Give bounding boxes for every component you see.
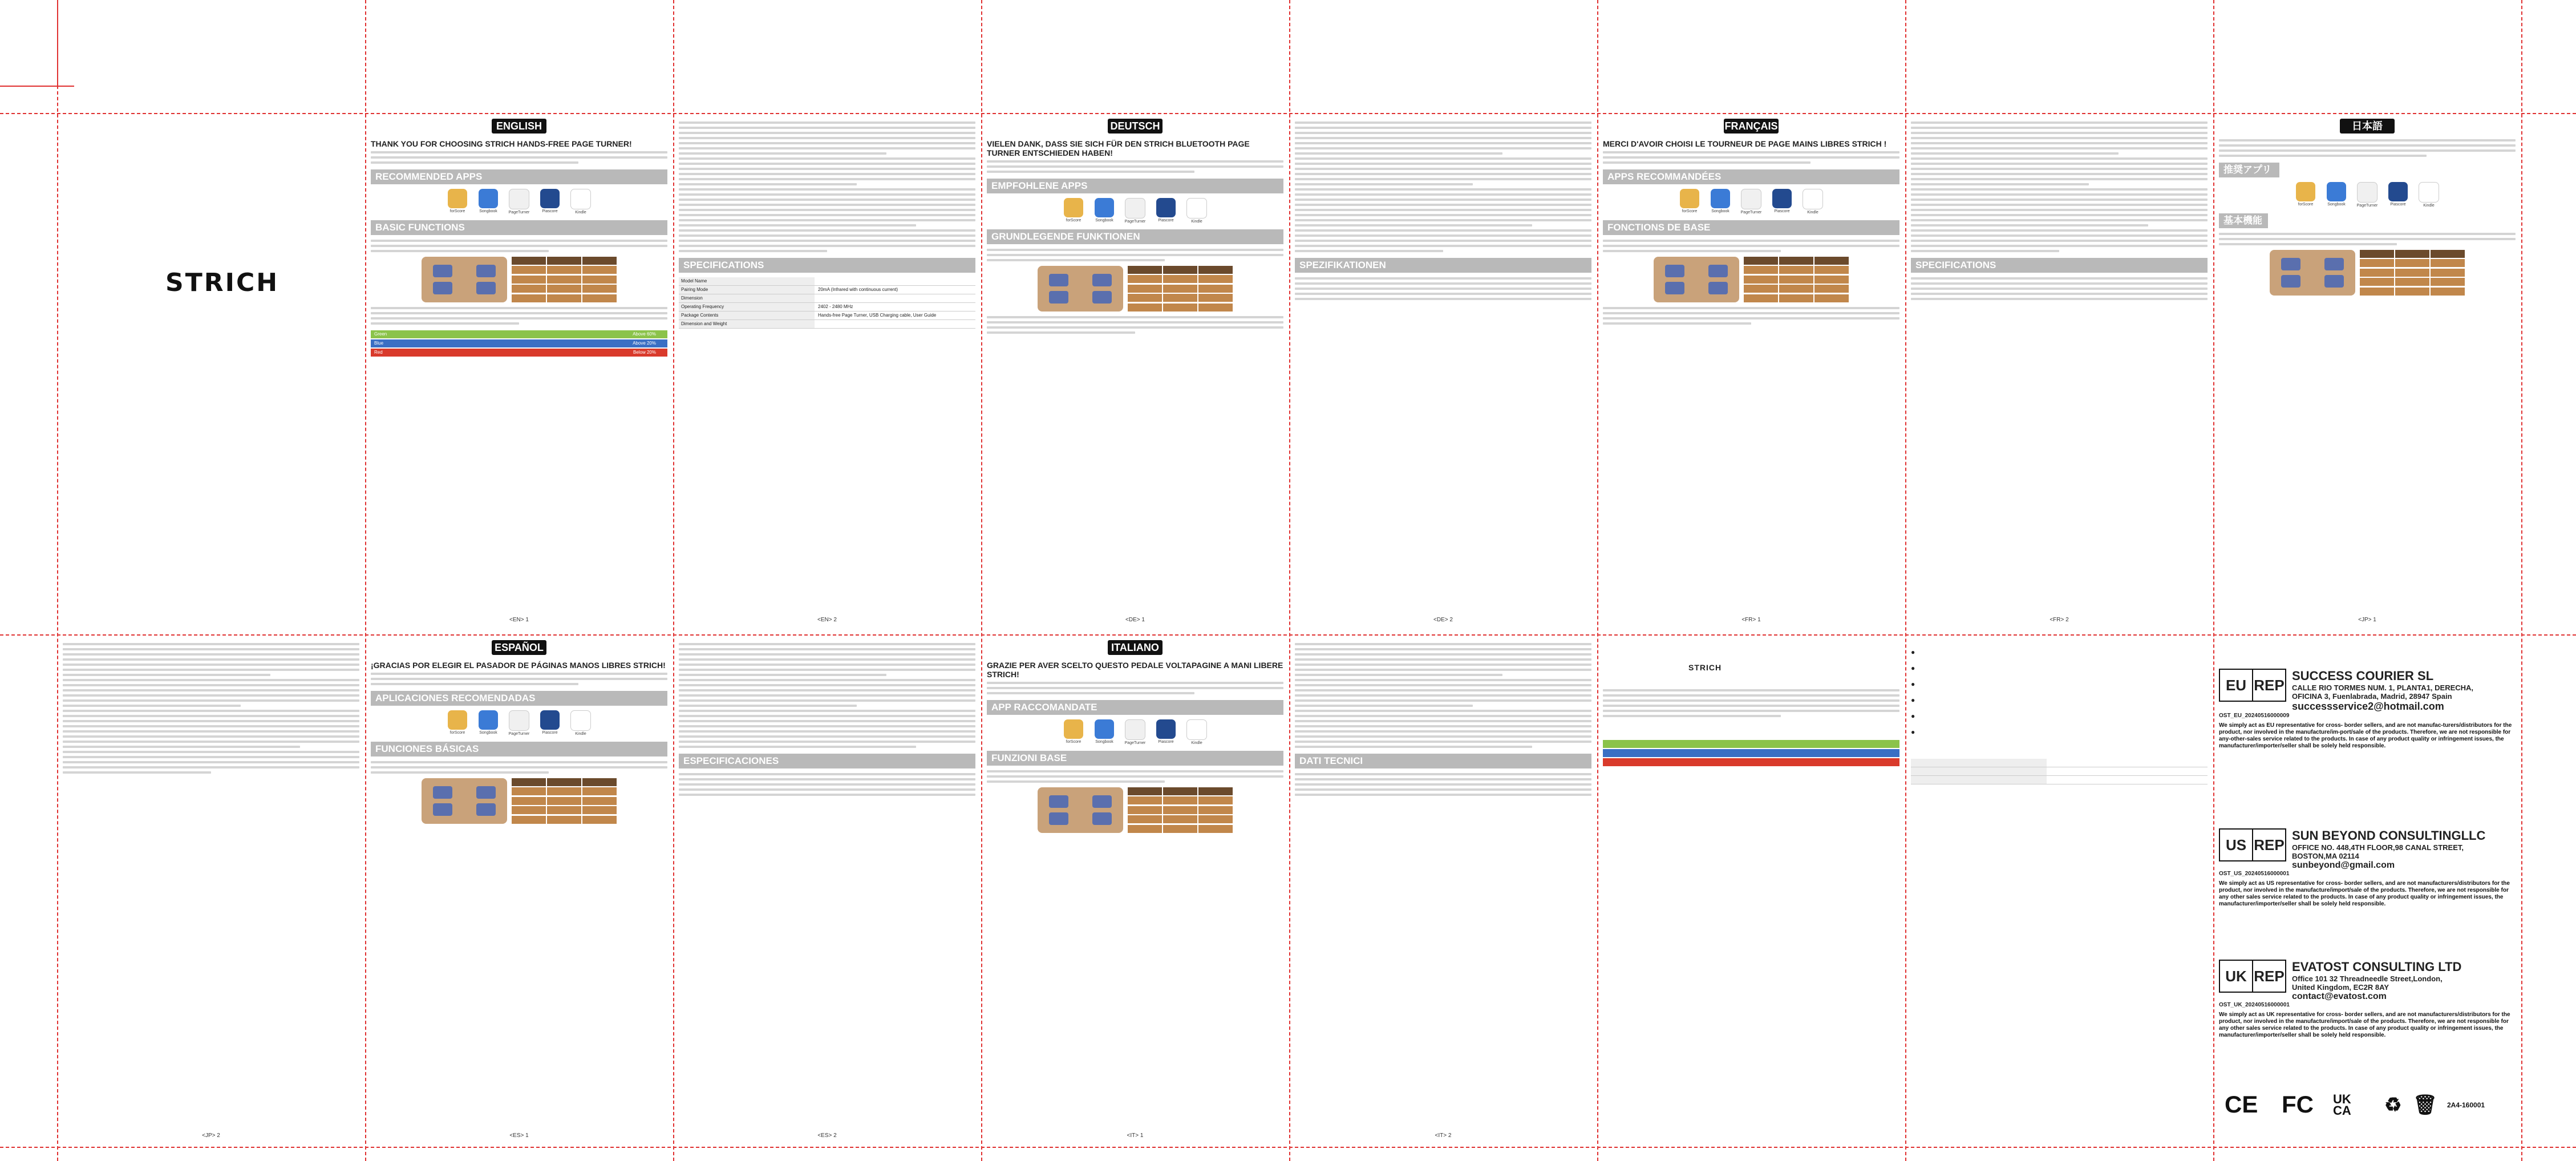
- pedal-diagram: [371, 778, 667, 824]
- page-number: <ES> 1: [509, 1132, 529, 1139]
- page-number: <DE> 1: [1125, 617, 1145, 623]
- japanese-panel: [2219, 119, 2516, 626]
- pageturner-app-icon: PageTurner: [1124, 198, 1147, 224]
- mode-table: [1128, 266, 1233, 312]
- spec-row: Pairing Mode 20mA (Infrared with continuous current): [679, 286, 975, 294]
- weee-bin-icon: 🗑: [2413, 1094, 2438, 1116]
- deutsch-panel: [987, 119, 1283, 626]
- forscore-app-icon: forScore: [1678, 189, 1701, 215]
- kindle-app-icon: Kindle: [569, 710, 592, 736]
- spec-row: Operating Frequency 2402 - 2480 MHz: [679, 303, 975, 312]
- battery-row: Green Above 60%: [371, 330, 667, 338]
- pedal-diagram: [987, 787, 1283, 833]
- language-tab: FRANÇAIS: [1724, 119, 1779, 134]
- app-icons: [2219, 182, 2516, 208]
- eu-rep-block: EU REP SUCCESS COURIER SL CALLE RIO TORMES NUM. 1, PLANTA1, DERECHA, OFICINA 3, Fuenlabrada, Madrid, 28947 Spain successservice2@hotmail.com OST_EU_20240516000009 We simply act as EU representative for cross- border sellers, and are not manufac-turers/distributors for the product, nor involved in the manufacture/im-port/sale of the products. Therefore, we are not responsible for any-other-sales service related to the products. In case of any product quality or infringement issues, the manufacturer/importer/seller shall be solely held responsible.: [2219, 669, 2512, 749]
- pedal-diagram: [371, 257, 667, 302]
- recommended-apps-header: 推奨アプリ: [2219, 163, 2279, 177]
- piascore-app-icon: Piascore: [1155, 198, 1177, 224]
- songbook-app-icon: Songbook: [477, 189, 500, 215]
- forscore-app-icon: forScore: [1062, 198, 1085, 224]
- pedal-icon: [1654, 257, 1739, 302]
- songbook-app-icon: Songbook: [2325, 182, 2348, 208]
- pedal-icon: [1038, 266, 1123, 312]
- intro-text: [371, 151, 667, 164]
- page-number: <IT> 2: [1435, 1132, 1452, 1139]
- ic-number: 2A4-160001: [2447, 1101, 2485, 1109]
- pedal-icon: [2270, 250, 2355, 296]
- page-number: <EN> 2: [817, 617, 837, 623]
- piascore-app-icon: Piascore: [1155, 719, 1177, 745]
- basic-functions-header: GRUNDLEGENDE FUNKTIONEN: [987, 229, 1283, 244]
- mode-table: [2360, 250, 2465, 296]
- spec-row: Dimension: [679, 294, 975, 303]
- page-number: <EN> 1: [509, 617, 529, 623]
- espanol-panel-2: [679, 640, 975, 1142]
- songbook-app-icon: Songbook: [1093, 719, 1116, 745]
- mode-table: [512, 257, 617, 302]
- mode-table: [512, 778, 617, 824]
- kindle-app-icon: Kindle: [2417, 182, 2440, 208]
- pageturner-app-icon: PageTurner: [1124, 719, 1147, 745]
- language-tab: DEUTSCH: [1108, 119, 1163, 134]
- kindle-app-icon: Kindle: [1801, 189, 1824, 215]
- piascore-app-icon: Piascore: [538, 710, 561, 736]
- basic-functions-header: BASIC FUNCTIONS: [371, 220, 667, 235]
- english-panel: [371, 119, 667, 626]
- pageturner-app-icon: PageTurner: [508, 710, 530, 736]
- recommended-apps-header: EMPFOHLENE APPS: [987, 179, 1283, 193]
- forscore-app-icon: forScore: [1062, 719, 1085, 745]
- specifications-header: SPECIFICATIONS: [679, 258, 975, 273]
- pedal-diagram: [2219, 250, 2516, 296]
- page-number: <JP> 2: [202, 1132, 220, 1139]
- pedal-icon: [422, 257, 507, 302]
- page-number: <FR> 2: [2050, 617, 2069, 623]
- pageturner-app-icon: PageTurner: [2356, 182, 2379, 208]
- mode-table: [1744, 257, 1849, 302]
- battery-row: [1603, 758, 1899, 766]
- songbook-app-icon: Songbook: [477, 710, 500, 736]
- recommended-apps-header: APPS RECOMMANDÉES: [1603, 169, 1899, 184]
- eu-rep-badge: EU REP: [2219, 669, 2286, 702]
- piascore-app-icon: Piascore: [1771, 189, 1793, 215]
- pedal-icon: [1038, 787, 1123, 833]
- italiano-panel-2: [1295, 640, 1591, 1142]
- basic-functions-header: FONCTIONS DE BASE: [1603, 220, 1899, 235]
- battery-table: [371, 330, 667, 357]
- recommended-apps-header: APP RACCOMANDATE: [987, 700, 1283, 715]
- spec-mini-table: [1911, 759, 2208, 784]
- language-tab: ENGLISH: [492, 119, 546, 134]
- uk-rep-badge: UK REP: [2219, 960, 2286, 993]
- piascore-app-icon: Piascore: [2387, 182, 2409, 208]
- page-number: <FR> 1: [1741, 617, 1761, 623]
- pedal-icon: [422, 778, 507, 824]
- forscore-app-icon: forScore: [2294, 182, 2317, 208]
- pedal-diagram: [987, 266, 1283, 312]
- espanol-panel: [371, 640, 667, 1142]
- brand-logo: STRICH: [165, 268, 280, 297]
- basic-functions-header: FUNZIONI BASE: [987, 751, 1283, 766]
- forscore-app-icon: forScore: [446, 189, 469, 215]
- panel-title: VIELEN DANK, DASS SIE SICH FÜR DEN STRICH BLUETOOTH PAGE TURNER ENTSCHIEDEN HABEN!: [987, 139, 1250, 157]
- pageturner-app-icon: PageTurner: [1740, 189, 1763, 215]
- pedal-diagram: [1603, 257, 1899, 302]
- specifications-table: [679, 277, 975, 329]
- ukca-mark-icon: UK CA: [2333, 1092, 2351, 1118]
- specifications-header: ESPECIFICACIONES: [679, 754, 975, 768]
- italiano-panel: [987, 640, 1283, 1142]
- ce-mark-icon: CE: [2225, 1091, 2258, 1118]
- brand-logo-small: STRICH: [1688, 663, 1722, 672]
- basic-functions-header: 基本機能: [2219, 213, 2268, 228]
- language-tab: ITALIANO: [1108, 640, 1163, 655]
- kindle-app-icon: Kindle: [1185, 198, 1208, 224]
- app-icons: [371, 189, 667, 215]
- language-tab: ESPAÑOL: [492, 640, 546, 655]
- specifications-header: SPECIFICATIONS: [1911, 258, 2208, 273]
- page-number: <DE> 2: [1433, 617, 1453, 623]
- panel-title: THANK YOU FOR CHOOSING STRICH HANDS-FREE PAGE TURNER!: [371, 139, 632, 148]
- app-icons: [987, 198, 1283, 224]
- english-panel-2: [679, 119, 975, 626]
- back-cover-panel: [1603, 640, 1899, 1142]
- spec-row: Package Contents Hands-free Page Turner, USB Charging cable, User Guide: [679, 312, 975, 320]
- japanese-panel-2: [63, 640, 359, 1142]
- forscore-app-icon: forScore: [446, 710, 469, 736]
- piascore-app-icon: Piascore: [538, 189, 561, 215]
- specifications-header: DATI TECNICI: [1295, 754, 1591, 768]
- battery-row: [1603, 749, 1899, 757]
- app-icons: [371, 710, 667, 736]
- kindle-app-icon: Kindle: [569, 189, 592, 215]
- representatives-panel: [2219, 640, 2516, 1142]
- uk-rep-block: UK REP EVATOST CONSULTING LTD Office 101 32 Threadneedle Street,London, United Kingdom, EC2R 8AY contact@evatost.com OST_UK_20240516000001 We simply act as UK representative for cross- border sellers, and are not manufacturers/distributors for the product, nor involved in the manufacture/import/sale of the products. Therefore, we are not responsible for any other sales service related to the products. In case of any product quality or infringement issues, the manufacturer/importer/seller shall be solely held responsible.: [2219, 960, 2510, 1038]
- panel-title: GRAZIE PER AVER SCELTO QUESTO PEDALE VOLTAPAGINE A MANI LIBERE STRICH!: [987, 661, 1283, 679]
- recommended-apps-header: APLICACIONES RECOMENDADAS: [371, 691, 667, 706]
- app-icons: [1603, 189, 1899, 215]
- basic-functions-header: FUNCIONES BÁSICAS: [371, 742, 667, 757]
- panel-title: MERCI D'AVOIR CHOISI LE TOURNEUR DE PAGE MAINS LIBRES STRICH !: [1603, 139, 1887, 148]
- pageturner-app-icon: PageTurner: [508, 189, 530, 215]
- battery-row: Blue Above 20%: [371, 339, 667, 347]
- us-rep-badge: US REP: [2219, 828, 2286, 861]
- page-number: <IT> 1: [1127, 1132, 1144, 1139]
- deutsch-panel-2: [1295, 119, 1591, 626]
- songbook-app-icon: Songbook: [1709, 189, 1732, 215]
- language-tab: 日本語: [2340, 119, 2395, 134]
- francais-panel-2: [1911, 119, 2208, 626]
- panel-title: ¡GRACIAS POR ELEGIR EL PASADOR DE PÁGINAS MANOS LIBRES STRICH!: [371, 661, 666, 670]
- spec-row: Model Name: [679, 277, 975, 286]
- app-icons: [987, 719, 1283, 745]
- songbook-app-icon: Songbook: [1093, 198, 1116, 224]
- recycle-icon: ♻: [2384, 1094, 2402, 1116]
- recommended-apps-header: RECOMMENDED APPS: [371, 169, 667, 184]
- francais-panel: [1603, 119, 1899, 626]
- spec-row: Dimension and Weight: [679, 320, 975, 329]
- fcc-mark-icon: FC: [2282, 1091, 2314, 1118]
- bullets-panel: ● ● ● ● ● ●: [1911, 640, 2208, 1142]
- kindle-app-icon: Kindle: [1185, 719, 1208, 745]
- page-number: <ES> 2: [817, 1132, 837, 1139]
- mode-table: [1128, 787, 1233, 833]
- specifications-header: SPEZIFIKATIONEN: [1295, 258, 1591, 273]
- us-rep-block: US REP SUN BEYOND CONSULTINGLLC OFFICE NO. 448,4TH FLOOR,98 CANAL STREET, BOSTON,MA 02114 sunbeyond@gmail.com OST_US_20240516000001 We simply act as US representative for cross- border sellers, and are not manufacturers/distributors for the product, nor involved in the manufacture/import/sale of the products. Therefore, we are not responsible for any other sales service related to the products. In case of any product quality or infringement issues, the manufacturer/importer/seller shall be solely held responsible.: [2219, 828, 2510, 907]
- battery-row: Red Below 20%: [371, 349, 667, 357]
- battery-row: [1603, 740, 1899, 748]
- page-number: <JP> 1: [2358, 617, 2376, 623]
